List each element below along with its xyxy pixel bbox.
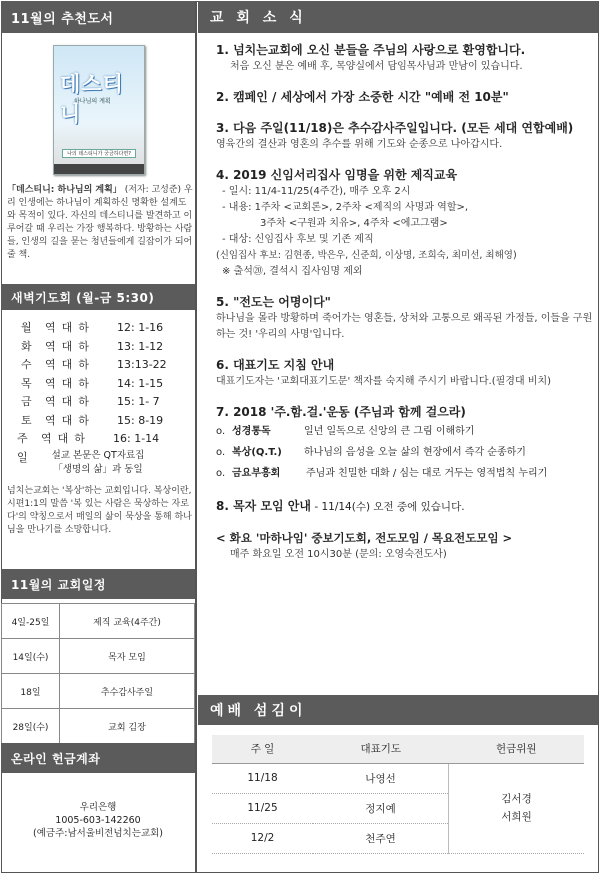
news-list bbox=[216, 41, 594, 576]
dawn-row: 금 역대하 15: 1- 7 bbox=[21, 395, 160, 408]
online-offering-header: 온라인 헌금계좌 bbox=[1, 743, 195, 773]
news-item-1: 1. 넘치는교회에 오신 분들을 주님의 사랑으로 환영합니다. 처음 오신 분은 예배 후, 목양실에서 담임목사님과 만남이 있습니다. bbox=[216, 43, 526, 72]
book-cover-area bbox=[1, 35, 195, 180]
worship-servers-header: 예배 섬김이 bbox=[198, 695, 598, 725]
news-item-6: 6. 대표기도 지침 안내 대표기도자는 '교회대표기도문' 책자를 숙지해 주시기 바랍니다.(필경대 비치) bbox=[216, 358, 552, 387]
walk-row: o. 성경통독 일년 일독으로 신앙의 큰 그림 이해하기 bbox=[216, 426, 475, 437]
dawn-row: 토 역대하 15: 8-19 bbox=[21, 413, 164, 427]
right-column bbox=[198, 1, 598, 873]
walk-row: o. 복상(Q.T.) 하나님의 음성을 오늘 삶의 현장에서 즉각 순종하기 bbox=[216, 447, 526, 458]
book-header: 11월의 추천도서 bbox=[1, 1, 195, 33]
table-row: 28일(수) 교회 김장 bbox=[2, 709, 195, 744]
worship-table bbox=[212, 735, 584, 854]
book-cover-subtitle: 하나님의 계획 bbox=[74, 98, 111, 105]
news-item-2: 2. 캠페인 / 세상에서 가장 소중한 시간 "예배 전 10분" bbox=[216, 90, 509, 104]
book-author: (저자: 고성준) bbox=[124, 185, 182, 195]
table-row: 4일-25일 제직 교육(4주간) bbox=[2, 604, 195, 639]
walk-row: o. 금요부흥회 주님과 친밀한 대화 / 심는 대로 거두는 영적법칙 누리기 bbox=[216, 468, 548, 479]
left-column bbox=[1, 1, 197, 873]
worship-table-wrap bbox=[212, 735, 584, 854]
book-cover-image bbox=[53, 45, 145, 175]
table-header-row: 주 일 대표기도 헌금위원 bbox=[212, 735, 584, 763]
table-row: 11/25 정지예 bbox=[212, 793, 584, 823]
schedule-header: 11월의 교회일정 bbox=[1, 569, 195, 599]
table-row: 11/18 나영선 김서경 서희원 bbox=[212, 763, 584, 793]
account-number: 1005-603-142260 bbox=[55, 815, 141, 826]
news-header: 교 회 소 식 bbox=[198, 1, 598, 33]
dawn-row: 월 역대하 12: 1-16 bbox=[21, 321, 164, 334]
book-title: 「데스티니: 하나님의 계획」 bbox=[7, 185, 122, 195]
online-offering-info bbox=[1, 801, 195, 840]
table-row: 12/2 천주연 bbox=[212, 823, 584, 853]
news-item-8: 8. 목자 모임 안내 - 11/14(수) 오전 중에 있습니다. bbox=[216, 499, 465, 513]
schedule-table bbox=[1, 603, 195, 744]
book-cover-footer bbox=[54, 164, 144, 174]
dawn-sermon-note: 설교 본문은 QT자료집 「생명의 삶」과 동일 bbox=[51, 450, 145, 475]
table-row: 18일 추수감사주일 bbox=[2, 674, 195, 709]
news-item-4: 4. 2019 신임서리집사 임명을 위한 제직교육 - 일시: 11/4-11/25(4주간), 매주 오후 2시 - 내용: 1주차 <교회론>, 2주차 <제직의 사명과 역할>, 3주차 <구원과 치유>, 4주차 <에고그램> - 대상: 신임집사 후보 및 기존 제직 (신임집사 후보: 김현종, 박은우, 신준희, 이상명, 조희숙, 최미선, 최해영) ※ 출석⑳, 결석시 집사임명 제외 bbox=[216, 168, 517, 277]
meeting-notice: < 화요 '마하나임' 중보기도회, 전도모임 / 목요전도모임 > 매주 화요일 오전 10시30분 (문의: 오영숙전도사) bbox=[216, 531, 513, 560]
meditation-note: 넘치는교회는 '복상'하는 교회입니다. 복상이란, 시편1:1의 말씀 '복 있는 사람은 묵상하는 자로다'의 약칭으로서 매일의 삶이 묵상을 통해 하나님을 만나기를 소망합니다. bbox=[7, 486, 192, 535]
news-item-7: 7. 2018 '주.함.걸.'운동 (주님과 함께 걸으라) o. 성경통독 일년 일독으로 신앙의 큰 그림 이해하기 o. 복상(Q.T.) 하나님의 음성을 오늘 삶의 현장에서 즉각 순종하기 o. 금요부흥회 주님과 친밀한 대화 / 심는 대로 거두는 영적법칙 누리기 bbox=[216, 403, 594, 484]
bank-name: 우리은행 bbox=[79, 802, 117, 813]
dawn-row: 주일 역대하 16: 1-14 bbox=[17, 432, 160, 464]
dawn-row: 목 역대하 14: 1-15 bbox=[21, 376, 164, 390]
book-description bbox=[7, 184, 193, 262]
dawn-row: 화 역대하 13: 1-12 bbox=[21, 339, 164, 353]
dawn-prayer-header: 새벽기도회 (월-금 5:30) bbox=[1, 284, 195, 310]
offering-members: 김서경 서희원 bbox=[449, 763, 585, 853]
table-row: 14일(수) 목자 모임 bbox=[2, 639, 195, 674]
news-item-5: 5. "전도는 어명이다" 하나님을 몰라 방황하며 죽어가는 영혼들, 상처와 고통으로 왜곡된 가정들, 이들을 구원하는 것! '우리의 사명'입니다. bbox=[216, 295, 593, 340]
dawn-row: 수 역대하 13:13-22 bbox=[21, 358, 167, 371]
news-item-3: 3. 다음 주일(11/18)은 추수감사주일입니다. (모든 세대 연합예배) 영육간의 결산과 영혼의 추수를 위해 기도와 순종으로 나아갑시다. bbox=[216, 121, 574, 150]
book-desc-text: 우리 인생에는 하나님이 계획하신 명확한 설계도와 목적이 있다. 자신의 데스티니를 발견하고 이루어갈 때 우리는 가장 행복하다. 방황하는 사람들, 인생의 길을 묻는 청년들에게 길잡이가 되어줄 책. bbox=[7, 185, 193, 260]
book-cover-band: 나의 데스티니가 궁금하다면? bbox=[62, 149, 136, 158]
book-cover-title: 데스티니 bbox=[60, 72, 124, 126]
dawn-prayer-list bbox=[17, 319, 191, 467]
account-holder: (예금주:남서울비전넘치는교회) bbox=[33, 828, 163, 839]
